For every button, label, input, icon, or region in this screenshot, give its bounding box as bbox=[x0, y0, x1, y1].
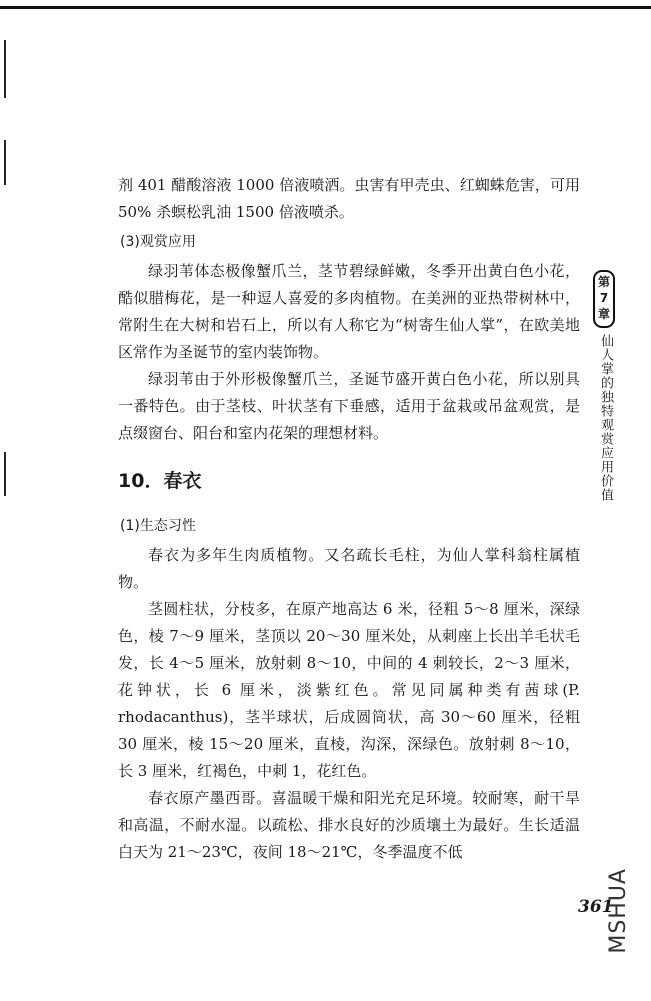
chapter-badge-char: 第 bbox=[597, 275, 610, 289]
paragraph: 春衣原产墨西哥。喜温暖干燥和阳光充足环境。较耐寒，耐干旱和高温，不耐水湿。以疏松、排水良好的沙质壤土为最好。生长适温白天为 21～23℃，夜间 18～21℃，冬季温度不低 bbox=[118, 789, 580, 861]
paragraph: 绿羽苇由于外形极像蟹爪兰，圣诞节盛开黄白色小花，所以别具一番特色。由于茎枝、叶状茎有下垂感，适用于盆栽或吊盆观赏，是点缀窗台、阳台和室内花架的理想材料。 bbox=[118, 370, 580, 442]
subheading: (3)观赏应用 bbox=[120, 234, 196, 250]
scan-edge-mark bbox=[4, 140, 6, 185]
scan-edge-mark bbox=[4, 40, 6, 98]
chapter-badge-char: 章 bbox=[597, 307, 610, 321]
chapter-title: 仙人掌的独特观赏应用价值 bbox=[598, 334, 613, 502]
chapter-badge-char: 7 bbox=[599, 291, 609, 305]
subheading: (1)生态习性 bbox=[120, 518, 196, 534]
top-rule bbox=[0, 6, 651, 9]
scan-edge-mark bbox=[4, 452, 6, 496]
paragraph: 绿羽苇体态极像蟹爪兰，茎节碧绿鲜嫩，冬季开出黄白色小花，酷似腊梅花，是一种逗人喜爱的多肉植物。在美洲的亚热带树林中，常附生在大树和岩石上，所以有人称它为“树寄生仙人掌”，在欧美地区常作为圣诞节的室内装饰物。 bbox=[118, 262, 580, 361]
paragraph: 剂 401 醋酸溶液 1000 倍液喷洒。虫害有甲壳虫、红蜘蛛危害，可用 50% 杀螟松乳油 1500 倍液喷杀。 bbox=[118, 176, 580, 221]
chapter-badge bbox=[593, 270, 615, 328]
page-number: 361 bbox=[578, 897, 614, 917]
paragraph: 春衣为多年生肉质植物。又名疏长毛柱，为仙人掌科翁柱属植物。 bbox=[118, 546, 580, 591]
page-body bbox=[118, 172, 580, 866]
section-heading: 10．春衣 bbox=[118, 470, 202, 492]
paragraph: 茎圆柱状，分枝多，在原产地高达 6 米，径粗 5～8 厘米，深绿色，棱 7～9 厘米，茎顶以 20～30 厘米处，从刺座上长出羊毛状毛发，长 4～5 厘米，放射刺 8～10，中间的 4 刺较长，2～3 厘米，花钟状，长 6 厘米，淡紫红色。常见同属种类有茜球(P. rhodacanthus)，茎半球状，后成圆筒状，高 30～60 厘米，径粗 30 厘米，棱 15～20 厘米，直棱，沟深，深绿色。放射刺 8～10，长 3 厘米，红褐色，中刺 1，花红色。 bbox=[118, 600, 580, 780]
watermark: MSHUA bbox=[606, 868, 631, 954]
